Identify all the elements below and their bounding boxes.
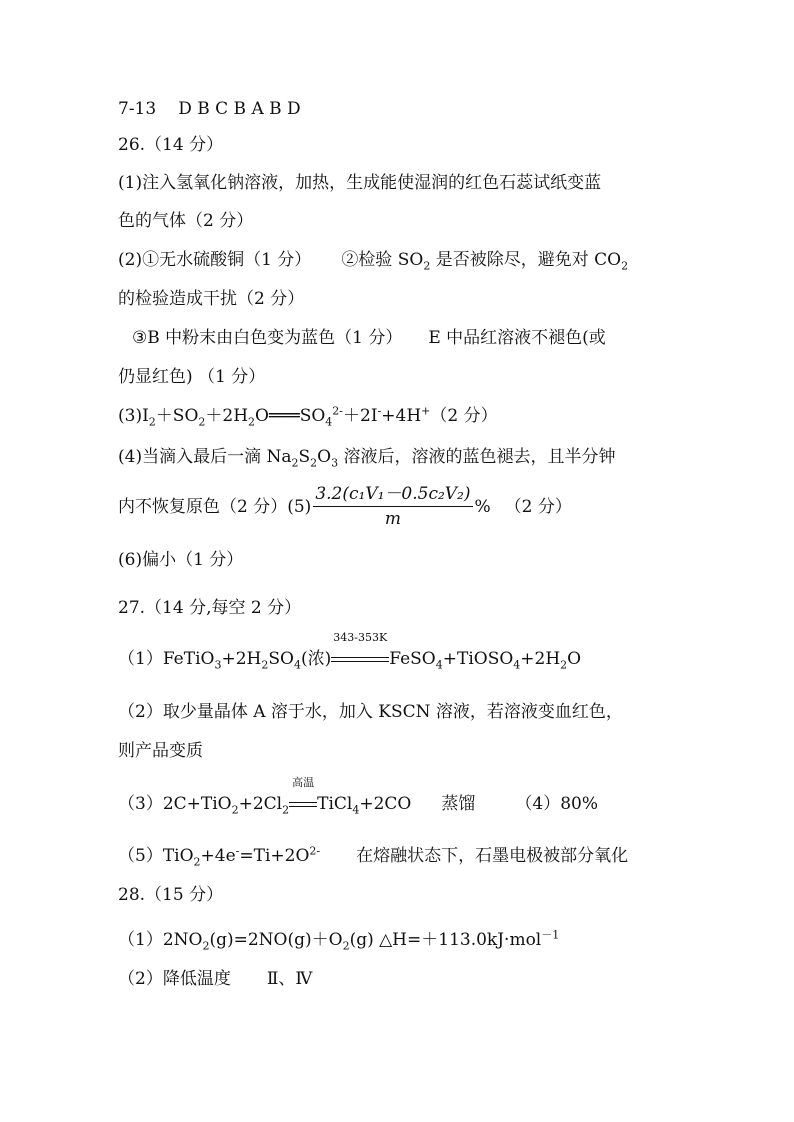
reaction-condition-arrow: 343-353K [331,648,389,670]
q26-p2-line1: (2)①无水硫酸铜（1 分） ②检验 $SO_2$ 是否被除尽，避免对 $CO_2$ [118,250,629,273]
q26-p3-equation: $(3)I_2+SO_2+2H_2O═══SO_4^{2-}+2I^-+4H^+(2$ 分） [118,404,498,429]
mc-answers-line [118,98,301,120]
q27-p2-line2: 则产品变质 [118,741,203,761]
q26-p2-line3: ③B 中粉末由白色变为蓝色（1 分） E 中品红溶液不褪色(或 [132,328,606,348]
q26-p1-line2: 色的气体（2 分） [118,211,254,231]
q26-p2-line2: 的检验造成干扰（2 分） [118,289,305,309]
q27-header: 27.（14 分,每空 2 分） [118,598,302,618]
q26-p4-line2: 内不恢复原色（2 分）(5) $\frac{\text{3.2(c₁V₁－0.5c₂V₂)}}{m}$ % （2 分） [118,484,572,529]
q27-p5: $(5)TiO_2+4e^-=Ti+2O^{2-}$ 在熔融状态下，石墨电极被部分氧化 [118,844,629,869]
q27-p2-line1: （2）取少量晶体 A 溶于水，加入 KSCN 溶液，若溶液变血红色， [118,702,623,722]
q27-p1-equation: $(1)FeTiO_3+2H_2SO_4$(浓) 343-353K $FeSO_4+TiOSO_4+2H_2O$ [118,631,582,672]
q27-p3-equation: $(3)2C+TiO_2+2Cl_2$ 高温 TiCl$_4$+2CO 蒸馏 （4）80% [118,776,598,817]
q28-p1-equation: $(1)2NO_2(g)=2NO(g)+O_2(g)$ △H=＋113.0kJ·mol$^{-1}$ [118,928,560,953]
reaction-condition-arrow: 高温 [289,793,317,815]
fraction-numerator: 3.2(c₁V₁－0.5c₂V₂) [313,484,472,507]
q26-header: 26.（14 分） [118,135,224,155]
fraction-denominator: m [384,509,401,529]
q26-p2-line4: 仍显红色) （1 分） [118,367,266,387]
q26-p4-line1: (4)当滴入最后一滴 $Na_2S_2O_3$ 溶液后，溶液的蓝色褪去，且半分钟 [118,447,616,470]
q26-p5-fraction [313,484,472,531]
q28-header: 28.（15 分） [118,885,224,905]
mc-range: 7-13 [118,99,157,119]
q26-p6: (6)偏小（1 分） [118,550,244,570]
q28-p2: （2）降低温度 Ⅱ、Ⅳ [118,969,313,989]
mc-answers: D B C B A B D [178,99,301,119]
q26-p1-line1: (1)注入氢氧化钠溶液，加热，生成能使湿润的红色石蕊试纸变蓝 [118,173,602,193]
